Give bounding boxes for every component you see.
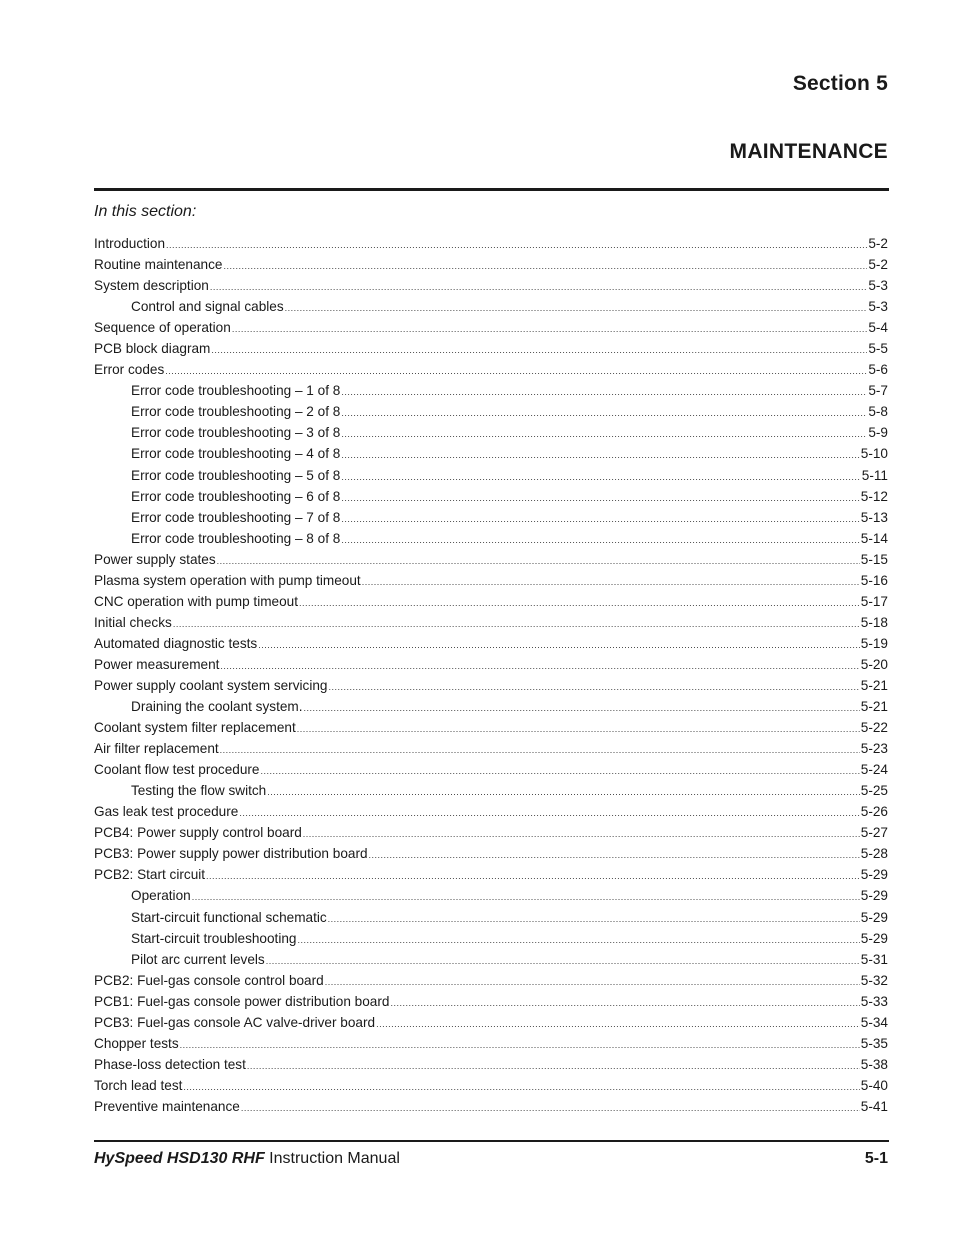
toc-entry-page: 5-7 <box>868 383 888 399</box>
toc-entry-page: 5-9 <box>868 425 888 441</box>
toc-entry[interactable] <box>94 422 888 443</box>
toc-entry-page: 5-15 <box>860 551 888 567</box>
toc-entry-page: 5-10 <box>860 446 888 462</box>
toc-entry[interactable] <box>94 928 888 949</box>
toc-entry-title: Plasma system operation with pump timeout <box>94 572 361 588</box>
toc-entry-page: 5-29 <box>860 930 888 946</box>
toc-entry[interactable] <box>94 359 888 380</box>
toc-entry[interactable] <box>94 233 888 254</box>
toc-leader-dots <box>173 614 860 635</box>
toc-leader-dots <box>341 382 867 403</box>
toc-entry-page: 5-27 <box>860 825 888 841</box>
toc-leader-dots <box>192 887 860 908</box>
toc-entry-title: Coolant system filter replacement <box>94 720 296 736</box>
top-divider <box>94 188 889 191</box>
toc-entry-page: 5-22 <box>860 720 888 736</box>
toc-entry-title: Operation <box>131 888 191 904</box>
toc-entry-page: 5-17 <box>860 593 888 609</box>
toc-leader-dots <box>166 235 867 256</box>
section-title: MAINTENANCE <box>729 140 888 163</box>
toc-entry-page: 5-32 <box>860 972 888 988</box>
toc-entry-page: 5-19 <box>860 635 888 651</box>
toc-entry[interactable] <box>94 443 888 464</box>
toc-entry-page: 5-29 <box>860 867 888 883</box>
toc-entry-title: PCB3: Power supply power distribution board <box>94 846 368 862</box>
toc-entry[interactable] <box>94 949 888 970</box>
toc-leader-dots <box>325 972 860 993</box>
toc-entry-title: PCB4: Power supply control board <box>94 825 302 841</box>
toc-entry-title: Power supply states <box>94 551 216 567</box>
toc-entry-page: 5-3 <box>868 299 888 315</box>
intro-heading: In this section: <box>94 203 197 220</box>
toc-entry-title: PCB3: Fuel-gas console AC valve-driver board <box>94 1014 376 1030</box>
toc-leader-dots <box>258 635 860 656</box>
toc-entry[interactable] <box>94 1096 888 1117</box>
toc-entry-title: PCB2: Start circuit <box>94 867 206 883</box>
toc-leader-dots <box>247 1056 860 1077</box>
toc-entry-title: Automated diagnostic tests <box>94 635 258 651</box>
toc-entry-title: PCB block diagram <box>94 341 211 357</box>
toc-entry-title: Testing the flow switch <box>131 783 267 799</box>
toc-leader-dots <box>369 845 860 866</box>
toc-entry-title: Error codes <box>94 362 165 378</box>
toc-leader-dots <box>180 1035 860 1056</box>
toc-entry[interactable] <box>94 591 888 612</box>
toc-leader-dots <box>210 277 868 298</box>
toc-entry-title: Error code troubleshooting – 2 of 8 <box>131 404 341 420</box>
toc-entry-page: 5-29 <box>860 909 888 925</box>
toc-entry[interactable] <box>94 991 888 1012</box>
toc-entry-page: 5-21 <box>860 699 888 715</box>
toc-entry-page: 5-31 <box>860 951 888 967</box>
toc-entry-title: Error code troubleshooting – 1 of 8 <box>131 383 341 399</box>
toc-entry-page: 5-14 <box>860 530 888 546</box>
toc-entry-page: 5-20 <box>860 656 888 672</box>
toc-leader-dots <box>165 361 867 382</box>
toc-entry-page: 5-13 <box>860 509 888 525</box>
toc-leader-dots <box>206 866 860 887</box>
toc-entry[interactable] <box>94 717 888 738</box>
toc-entry[interactable] <box>94 296 888 317</box>
toc-leader-dots <box>362 572 860 593</box>
toc-entry[interactable] <box>94 507 888 528</box>
toc-leader-dots <box>341 403 867 424</box>
toc-entry[interactable] <box>94 864 888 885</box>
toc-entry[interactable] <box>94 822 888 843</box>
toc-entry[interactable] <box>94 675 888 696</box>
section-label: Section 5 <box>792 72 888 95</box>
toc-entry[interactable] <box>94 254 888 275</box>
toc-entry-page: 5-41 <box>860 1098 888 1114</box>
toc-entry-title: Routine maintenance <box>94 257 223 273</box>
toc-entry[interactable] <box>94 570 888 591</box>
toc-entry-title: Air filter replacement <box>94 741 219 757</box>
toc-leader-dots <box>297 930 859 951</box>
toc-entry[interactable] <box>94 486 888 507</box>
toc-entry-title: Initial checks <box>94 614 172 630</box>
toc-leader-dots <box>341 424 867 445</box>
toc-entry-title: Coolant flow test procedure <box>94 762 260 778</box>
toc-entry[interactable] <box>94 380 888 401</box>
footer-brand: HySpeed HSD130 RHF <box>94 1150 265 1167</box>
toc-entry[interactable] <box>94 465 888 486</box>
toc-entry-page: 5-33 <box>860 993 888 1009</box>
toc-entry-page: 5-38 <box>860 1056 888 1072</box>
toc-entry[interactable] <box>94 1054 888 1075</box>
toc-entry-page: 5-21 <box>860 677 888 693</box>
toc-entry-page: 5-5 <box>868 341 888 357</box>
toc-leader-dots <box>376 1014 860 1035</box>
toc-entry-page: 5-35 <box>860 1035 888 1051</box>
toc-leader-dots <box>260 761 859 782</box>
toc-entry-title: PCB1: Fuel-gas console power distribution board <box>94 993 390 1009</box>
toc-leader-dots <box>303 824 860 845</box>
toc-entry-title: Error code troubleshooting – 5 of 8 <box>131 467 341 483</box>
toc-entry[interactable] <box>94 738 888 759</box>
footer-page-number: 5-1 <box>864 1150 888 1167</box>
toc-entry[interactable] <box>94 633 888 654</box>
toc-leader-dots <box>328 909 860 930</box>
toc-entry-title: Introduction <box>94 236 166 251</box>
toc-entry[interactable] <box>94 1033 888 1054</box>
toc-entry[interactable] <box>94 612 888 633</box>
toc-entry-page: 5-8 <box>868 404 888 420</box>
table-of-contents <box>94 233 888 1117</box>
toc-leader-dots <box>217 551 860 572</box>
toc-entry-title: Start-circuit troubleshooting <box>131 930 297 946</box>
toc-entry-title: Power supply coolant system servicing <box>94 677 328 693</box>
toc-entry[interactable] <box>94 885 888 906</box>
toc-entry-title: CNC operation with pump timeout <box>94 593 298 609</box>
toc-entry-title: System description <box>94 278 209 294</box>
toc-leader-dots <box>304 698 860 719</box>
toc-leader-dots <box>267 782 860 803</box>
toc-entry-title: Torch lead test <box>94 1077 183 1093</box>
toc-entry-title: Start-circuit functional schematic <box>131 909 327 925</box>
toc-leader-dots <box>239 803 859 824</box>
toc-entry[interactable] <box>94 528 888 549</box>
toc-entry-page: 5-11 <box>861 467 888 483</box>
toc-entry[interactable] <box>94 654 888 675</box>
toc-entry-page: 5-3 <box>868 278 888 294</box>
toc-entry-page: 5-25 <box>860 783 888 799</box>
toc-entry[interactable] <box>94 843 888 864</box>
footer-title <box>94 1150 400 1168</box>
toc-entry-page: 5-18 <box>860 614 888 630</box>
toc-leader-dots <box>232 319 868 340</box>
toc-entry-title: Gas leak test procedure <box>94 804 239 820</box>
toc-entry[interactable] <box>94 275 888 296</box>
toc-leader-dots <box>211 340 867 361</box>
toc-entry-title: Sequence of operation <box>94 320 231 336</box>
toc-entry[interactable] <box>94 401 888 422</box>
toc-entry-title: Power measurement <box>94 656 220 672</box>
toc-leader-dots <box>241 1098 860 1119</box>
toc-entry-title: Draining the coolant system. <box>131 699 303 715</box>
toc-entry-page: 5-34 <box>860 1014 888 1030</box>
bottom-divider <box>94 1140 889 1142</box>
toc-entry[interactable] <box>94 1012 888 1033</box>
footer-doc-type: Instruction Manual <box>269 1150 400 1167</box>
toc-entry-title: Error code troubleshooting – 6 of 8 <box>131 488 341 504</box>
toc-entry-title: Error code troubleshooting – 4 of 8 <box>131 446 341 462</box>
toc-leader-dots <box>341 509 859 530</box>
toc-leader-dots <box>183 1077 859 1098</box>
toc-entry[interactable] <box>94 317 888 338</box>
toc-entry[interactable] <box>94 549 888 570</box>
toc-entry[interactable] <box>94 970 888 991</box>
toc-leader-dots <box>223 256 867 277</box>
toc-leader-dots <box>341 445 859 466</box>
toc-entry-title: Error code troubleshooting – 3 of 8 <box>131 425 341 441</box>
toc-entry-page: 5-2 <box>868 236 888 251</box>
toc-entry-page: 5-12 <box>860 488 888 504</box>
toc-leader-dots <box>341 467 860 488</box>
toc-entry-title: Error code troubleshooting – 7 of 8 <box>131 509 341 525</box>
toc-entry-page: 5-4 <box>868 320 888 336</box>
toc-entry-page: 5-26 <box>860 804 888 820</box>
toc-entry[interactable] <box>94 759 888 780</box>
toc-entry[interactable] <box>94 1075 888 1096</box>
toc-entry-title: Phase-loss detection test <box>94 1056 246 1072</box>
toc-leader-dots <box>341 488 859 509</box>
toc-leader-dots <box>220 740 860 761</box>
toc-leader-dots <box>266 951 860 972</box>
toc-leader-dots <box>299 593 860 614</box>
toc-entry-title: Error code troubleshooting – 8 of 8 <box>131 530 341 546</box>
toc-entry-title: Preventive maintenance <box>94 1098 240 1114</box>
toc-entry[interactable] <box>94 696 888 717</box>
toc-entry-page: 5-24 <box>860 762 888 778</box>
toc-entry-title: Control and signal cables <box>131 299 284 315</box>
toc-entry-title: PCB2: Fuel-gas console control board <box>94 972 324 988</box>
toc-leader-dots <box>390 993 859 1014</box>
toc-entry-page: 5-23 <box>860 741 888 757</box>
toc-entry[interactable] <box>94 801 888 822</box>
toc-entry-title: Pilot arc current levels <box>131 951 265 967</box>
toc-entry[interactable] <box>94 338 888 359</box>
toc-entry-page: 5-6 <box>868 362 888 378</box>
toc-entry-title: Chopper tests <box>94 1035 179 1051</box>
toc-entry-page: 5-16 <box>860 572 888 588</box>
toc-leader-dots <box>285 298 868 319</box>
toc-leader-dots <box>220 656 859 677</box>
toc-entry-page: 5-29 <box>860 888 888 904</box>
toc-entry-page: 5-28 <box>860 846 888 862</box>
toc-entry-page: 5-2 <box>868 257 888 273</box>
toc-entry[interactable] <box>94 780 888 801</box>
toc-leader-dots <box>328 677 859 698</box>
toc-entry-page: 5-40 <box>860 1077 888 1093</box>
toc-entry[interactable] <box>94 907 888 928</box>
toc-leader-dots <box>341 530 859 551</box>
toc-leader-dots <box>297 719 860 740</box>
